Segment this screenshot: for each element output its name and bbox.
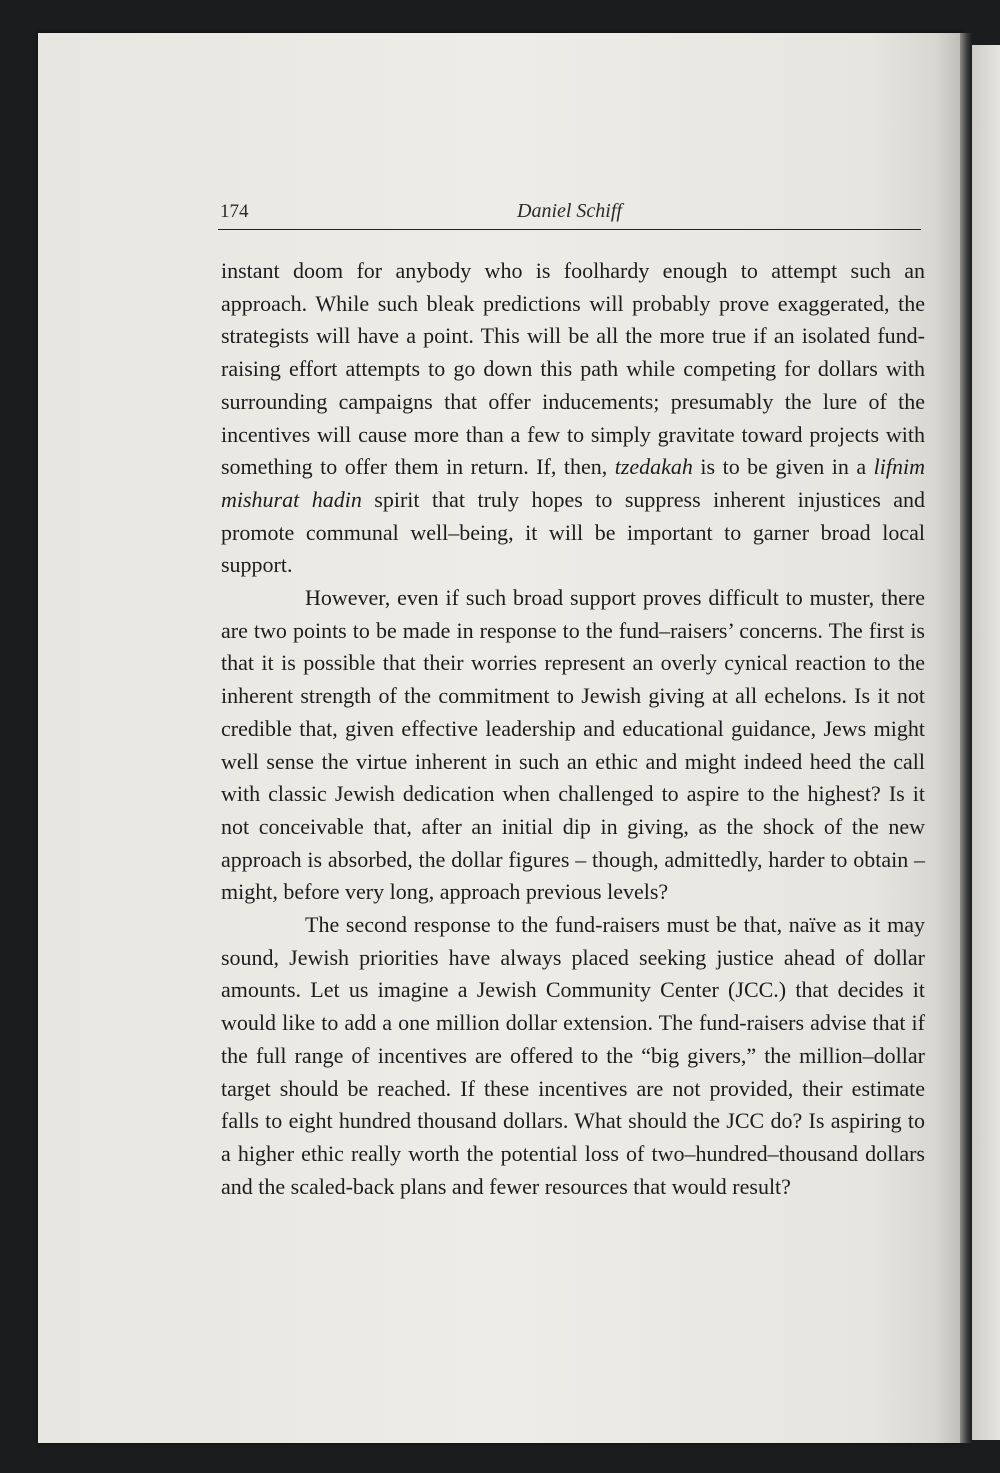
- text-segment: The second response to the fund-raisers must be that, naïve as it may sound, Jewish priorities have always placed seeking justice ahead of dollar amounts. Let us imagine a Jewish Community Center (JCC.) that decides it would like to add a one million dollar extension. The fund-raisers advise that if the full range of incentives are offered to the “big givers,” the million–dollar target should be reached. If these incentives are not provided, their estimate falls to eight hundred thousand dollars. What should the JCC do? Is aspiring to a higher ethic really worth the potential loss of two–hundred–thousand dollars and the scaled-back plans and fewer resources that would result?: [221, 912, 925, 1199]
- paragraph-1: [221, 255, 925, 582]
- running-head: Daniel Schiff: [517, 200, 622, 222]
- facing-page-edge: [972, 45, 1000, 1440]
- body-text: [221, 255, 925, 1203]
- text-segment: is to be given in a: [692, 454, 874, 480]
- italic-term: tzedakah: [614, 454, 693, 480]
- paragraph-2: [221, 582, 925, 909]
- page-header: [218, 197, 921, 230]
- text-segment: However, even if such broad support proves difficult to muster, there are two points to be made in response to the fund–raisers’ concerns. The first is that it is possible that their worries represent an overly cynical reaction to the inherent strength of the commitment to Jewish giving at all echelons. Is it not credible that, given effective leadership and educational guidance, Jews might well sense the virtue inherent in such an ethic and might indeed heed the call with classic Jewish dedication when challenged to aspire to the highest? Is it not conceivable that, after an initial dip in giving, as the shock of the new approach is absorbed, the dollar figures – though, admittedly, harder to obtain – might, before very long, approach previous levels?: [221, 585, 925, 905]
- text-segment: instant doom for anybody who is foolhardy enough to attempt such an approach. While such bleak predictions will probably prove exaggerated, the strategists will have a point. This will be all the more true if an isolated fund-raising effort attempts to go down this path while competing for dollars with surrounding campaigns that offer inducements; presumably the lure of the incentives will cause more than a few to simply gravitate toward projects with something to offer them in return. If, then,: [221, 258, 925, 480]
- text-segment: spirit that truly hopes to suppress inherent injustices and promote communal well–being, it will be important to garner broad local support.: [221, 486, 925, 578]
- page-number: 174: [220, 201, 249, 222]
- paragraph-3: [221, 909, 925, 1203]
- book-spine: [960, 33, 972, 1443]
- italic-term: lifnim mishurat hadin: [221, 454, 926, 512]
